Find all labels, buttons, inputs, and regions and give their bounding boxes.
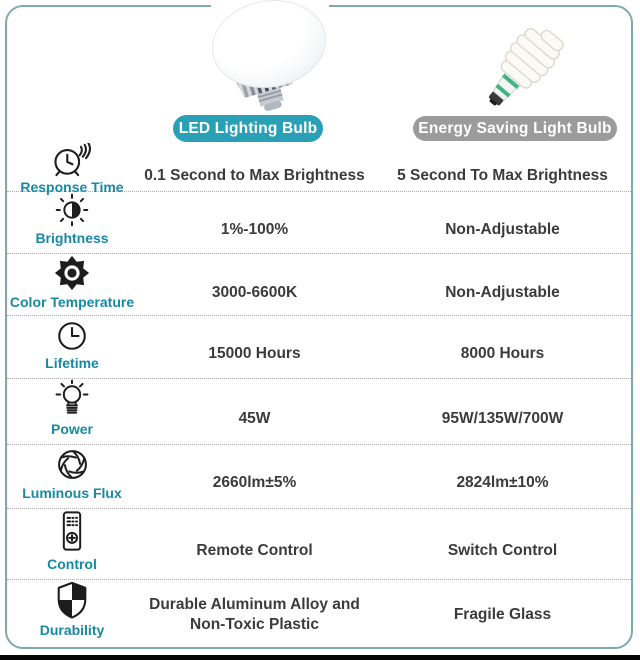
led-value: 2660lm±5% [212, 474, 297, 492]
table-row-control [7, 509, 633, 580]
led-value: 0.1 Second to Max Brightness [144, 166, 365, 184]
led-value: Remote Control [196, 542, 313, 560]
feature-label: Luminous Flux [22, 484, 122, 501]
energy-value: 95W/135W/700W [441, 409, 564, 427]
led-badge-label: LED Lighting Bulb [178, 119, 318, 137]
table-row-color-temperature [7, 254, 633, 316]
led-value [137, 580, 372, 645]
light-bulb-icon [52, 379, 92, 419]
table-row-response-time [7, 143, 633, 195]
color-temperature-icon [53, 254, 91, 292]
shield-check-icon [53, 580, 91, 620]
alarm-clock-icon [50, 143, 94, 177]
feature-cell [7, 580, 137, 645]
led-value-text: Durable Aluminum Alloy and Non-Toxic Plastic [149, 595, 360, 633]
feature-cell [7, 316, 137, 378]
led-column-badge [173, 115, 323, 142]
aperture-icon [54, 446, 91, 483]
table-row-luminous-flux [7, 445, 633, 509]
feature-label: Durability [39, 622, 105, 638]
feature-cell [7, 445, 137, 508]
led-value: 1%-100% [220, 220, 289, 238]
feature-label: Lifetime [45, 354, 99, 371]
led-value: 3000-6600K [211, 283, 298, 301]
energy-value: Non-Adjustable [445, 283, 560, 301]
energy-value: 8000 Hours [460, 344, 545, 362]
feature-cell [7, 379, 137, 444]
feature-cell [7, 254, 137, 317]
feature-label: Control [47, 556, 97, 572]
feature-cell [7, 192, 137, 253]
energy-value: Switch Control [447, 542, 558, 560]
comparison-table [7, 143, 633, 645]
table-row-durability [7, 580, 633, 645]
table-row-brightness [7, 192, 633, 254]
energy-value: Fragile Glass [453, 605, 552, 623]
feature-label: Color Temperature [9, 294, 135, 310]
led-value: 15000 Hours [208, 344, 301, 362]
feature-cell [7, 509, 137, 579]
feature-label: Power [50, 421, 93, 437]
energy-value: 2824lm±10% [456, 474, 549, 492]
energy-value: 5 Second To Max Brightness [397, 166, 608, 184]
remote-control-icon [52, 509, 92, 554]
brightness-icon [54, 192, 90, 228]
clock-icon [55, 319, 89, 353]
led-bulb-image [193, 0, 333, 116]
feature-label: Response Time [20, 179, 124, 195]
led-value: 45W [238, 409, 271, 427]
table-row-power [7, 379, 633, 445]
bottom-black-strip [0, 655, 640, 660]
energy-value: Non-Adjustable [445, 220, 560, 238]
energy-column-badge [413, 116, 617, 141]
table-row-lifetime [7, 316, 633, 379]
feature-label: Brightness [35, 230, 109, 246]
energy-badge-label: Energy Saving Light Bulb [418, 119, 612, 137]
cfl-bulb-image [462, 12, 592, 107]
